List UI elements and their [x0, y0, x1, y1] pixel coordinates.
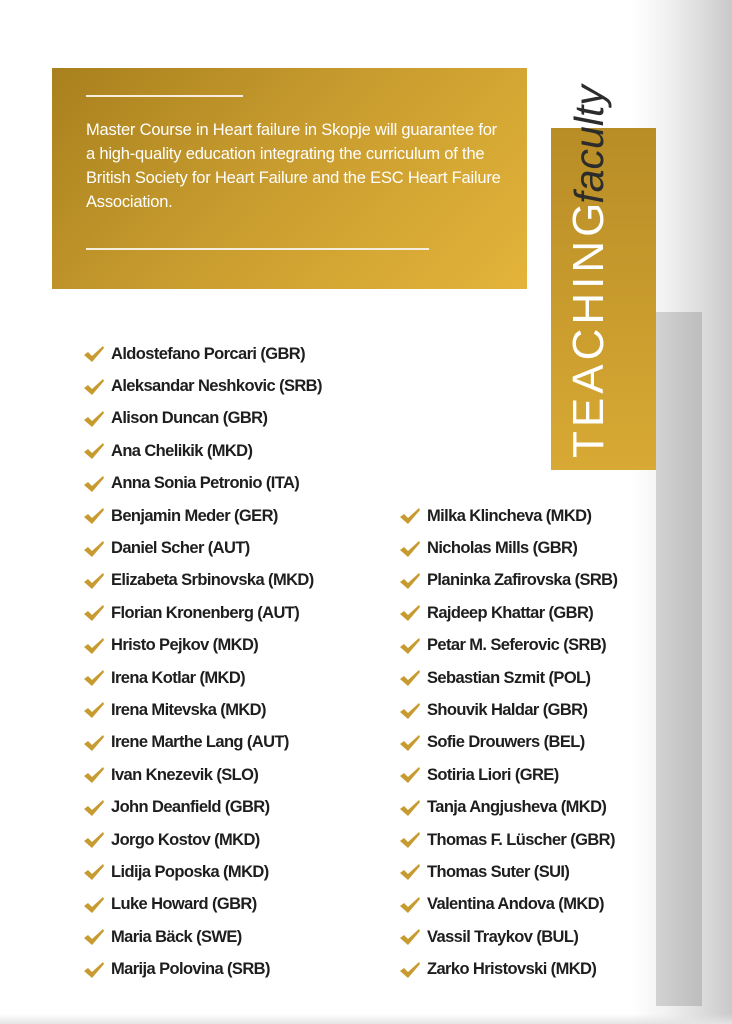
checkmark-icon — [83, 507, 105, 525]
vertical-title — [564, 85, 613, 458]
faculty-name: Jorgo Kostov (MKD) — [111, 830, 260, 849]
faculty-name: Hristo Pejkov (MKD) — [111, 636, 259, 655]
intro-bottom-rule — [86, 248, 429, 250]
checkmark-icon — [83, 442, 105, 460]
checkmark-icon — [399, 831, 421, 849]
faculty-item — [399, 662, 617, 694]
faculty-name: Irene Marthe Lang (AUT) — [111, 733, 289, 752]
faculty-name: Marija Polovina (SRB) — [111, 960, 270, 979]
faculty-item — [399, 921, 617, 953]
page-edge-panel — [656, 312, 702, 1006]
title-teaching: TEACHING — [564, 198, 613, 458]
checkmark-icon — [399, 734, 421, 752]
checkmark-icon — [399, 928, 421, 946]
faculty-item — [83, 824, 322, 856]
faculty-item — [399, 565, 617, 597]
faculty-item — [83, 532, 322, 564]
faculty-name: Irena Mitevska (MKD) — [111, 700, 266, 719]
checkmark-icon — [83, 604, 105, 622]
checkmark-icon — [399, 799, 421, 817]
faculty-item — [83, 500, 322, 532]
faculty-item — [83, 889, 322, 921]
faculty-name: Zarko Hristovski (MKD) — [427, 960, 597, 979]
faculty-item — [399, 500, 617, 532]
intro-box — [52, 68, 527, 289]
checkmark-icon — [83, 863, 105, 881]
faculty-item — [83, 662, 322, 694]
checkmark-icon — [83, 961, 105, 979]
faculty-name: Irena Kotlar (MKD) — [111, 668, 246, 687]
faculty-name: Petar M. Seferovic (SRB) — [427, 636, 607, 655]
faculty-name: Alison Duncan (GBR) — [111, 409, 268, 428]
checkmark-icon — [399, 637, 421, 655]
checkmark-icon — [83, 896, 105, 914]
faculty-name: Thomas Suter (SUI) — [427, 862, 570, 881]
checkmark-icon — [83, 734, 105, 752]
checkmark-icon — [399, 669, 421, 687]
faculty-name: Benjamin Meder (GER) — [111, 506, 278, 525]
faculty-item — [399, 856, 617, 888]
faculty-item — [83, 468, 322, 500]
faculty-item — [399, 824, 617, 856]
faculty-item — [399, 792, 617, 824]
checkmark-icon — [83, 831, 105, 849]
faculty-item — [399, 597, 617, 629]
faculty-item — [83, 856, 322, 888]
faculty-item — [83, 403, 322, 435]
checkmark-icon — [399, 766, 421, 784]
checkmark-icon — [83, 572, 105, 590]
faculty-name: Vassil Traykov (BUL) — [427, 927, 579, 946]
checkmark-icon — [83, 378, 105, 396]
faculty-name: Sotiria Liori (GRE) — [427, 765, 559, 784]
intro-top-rule — [86, 95, 243, 97]
faculty-item — [83, 435, 322, 467]
checkmark-icon — [83, 540, 105, 558]
faculty-list-right — [399, 500, 617, 986]
checkmark-icon — [399, 702, 421, 720]
faculty-name: Milka Klincheva (MKD) — [427, 506, 592, 525]
faculty-item — [83, 597, 322, 629]
checkmark-icon — [399, 540, 421, 558]
title-block — [551, 85, 656, 470]
faculty-name: Nicholas Mills (GBR) — [427, 539, 578, 558]
faculty-name: Rajdeep Khattar (GBR) — [427, 603, 594, 622]
faculty-name: Sebastian Szmit (POL) — [427, 668, 591, 687]
faculty-item — [83, 759, 322, 791]
faculty-item — [399, 759, 617, 791]
faculty-item — [399, 727, 617, 759]
faculty-name: Thomas F. Lüscher (GBR) — [427, 830, 615, 849]
faculty-name: Valentina Andova (MKD) — [427, 895, 604, 914]
title-faculty: faculty — [566, 85, 612, 204]
checkmark-icon — [83, 475, 105, 493]
checkmark-icon — [83, 928, 105, 946]
faculty-name: Elizabeta Srbinovska (MKD) — [111, 571, 314, 590]
faculty-item — [399, 694, 617, 726]
faculty-item — [83, 694, 322, 726]
faculty-item — [83, 370, 322, 402]
faculty-name: Daniel Scher (AUT) — [111, 539, 250, 558]
checkmark-icon — [83, 799, 105, 817]
checkmark-icon — [83, 669, 105, 687]
faculty-item — [83, 338, 322, 370]
faculty-item — [83, 953, 322, 985]
faculty-item — [399, 630, 617, 662]
faculty-name: Tanja Angjusheva (MKD) — [427, 798, 607, 817]
faculty-item — [83, 565, 322, 597]
checkmark-icon — [83, 410, 105, 428]
faculty-item — [83, 630, 322, 662]
checkmark-icon — [83, 345, 105, 363]
faculty-name: Florian Kronenberg (AUT) — [111, 603, 300, 622]
faculty-name: Maria Bäck (SWE) — [111, 927, 242, 946]
checkmark-icon — [399, 604, 421, 622]
faculty-list-left — [83, 338, 322, 986]
checkmark-icon — [399, 896, 421, 914]
checkmark-icon — [399, 507, 421, 525]
faculty-item — [399, 889, 617, 921]
faculty-item — [83, 921, 322, 953]
checkmark-icon — [83, 701, 105, 719]
faculty-name: Anna Sonia Petronio (ITA) — [111, 474, 300, 493]
page-bottom-shadow — [0, 1014, 732, 1024]
faculty-item — [83, 791, 322, 823]
checkmark-icon — [83, 637, 105, 655]
faculty-name: John Deanfield (GBR) — [111, 798, 270, 817]
faculty-name: Planinka Zafirovska (SRB) — [427, 571, 618, 590]
faculty-name: Ivan Knezevik (SLO) — [111, 765, 259, 784]
faculty-name: Lidija Poposka (MKD) — [111, 862, 269, 881]
faculty-item — [399, 953, 617, 985]
checkmark-icon — [399, 572, 421, 590]
faculty-item — [399, 532, 617, 564]
faculty-name: Shouvik Haldar (GBR) — [427, 701, 588, 720]
faculty-name: Ana Chelikik (MKD) — [111, 441, 253, 460]
intro-text: Master Course in Heart failure in Skopje will guarantee for a high-quality education integrating the curriculum of the British Society for Heart Failure and the ESC Heart Failure Association. — [86, 121, 501, 211]
faculty-item — [83, 727, 322, 759]
faculty-name: Aleksandar Neshkovic (SRB) — [111, 377, 322, 396]
faculty-name: Luke Howard (GBR) — [111, 895, 257, 914]
checkmark-icon — [399, 863, 421, 881]
faculty-name: Aldostefano Porcari (GBR) — [111, 344, 306, 363]
faculty-name: Sofie Drouwers (BEL) — [427, 733, 585, 752]
checkmark-icon — [399, 961, 421, 979]
checkmark-icon — [83, 766, 105, 784]
